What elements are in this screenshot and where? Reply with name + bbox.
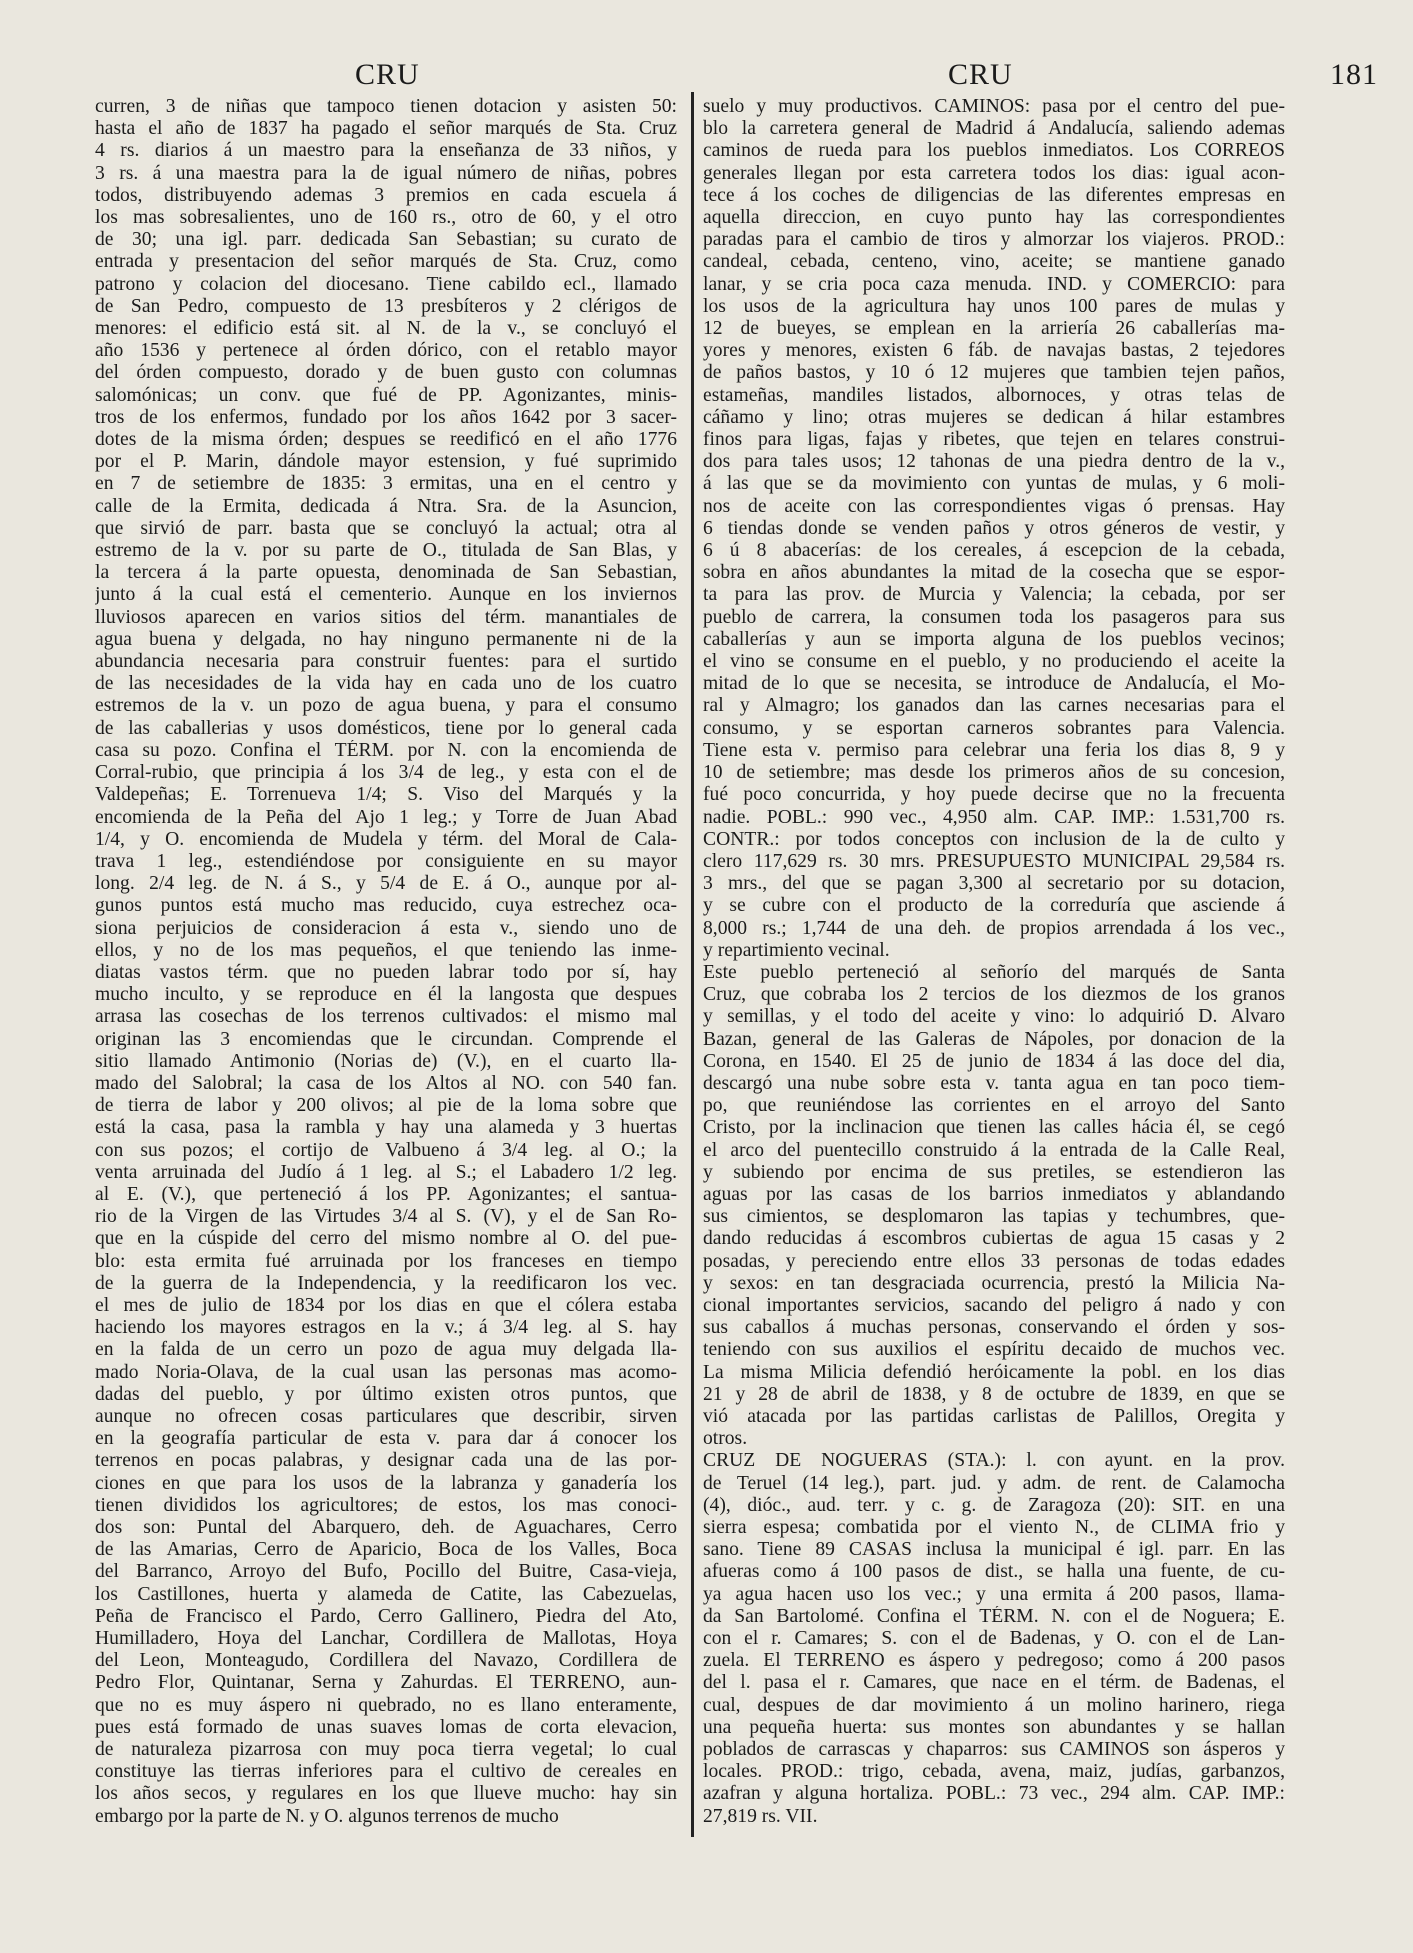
text-line: ta para las prov. de Murcia y Valencia; la cebada, por ser bbox=[703, 584, 1285, 606]
text-line: 12 de bueyes, se emplean en la arriería 26 caballerías ma- bbox=[703, 318, 1285, 340]
text-line: estameñas, mandiles listados, albornoces, y otras telas de bbox=[703, 384, 1285, 406]
text-line: ral y Almagro; los ganados dan las carnes necesarias para el bbox=[703, 695, 1285, 717]
text-line: 21 y 28 de abril de 1838, y 8 de octubre de 1839, en que se bbox=[703, 1383, 1285, 1405]
text-line: que no es muy áspero ni quebrado, no es llano enteramente, bbox=[95, 1694, 677, 1716]
text-line: sus caballos á muchas personas, conservando el órden y sos- bbox=[703, 1317, 1285, 1339]
text-line: da San Bartolomé. Confina el TÉRM. N. con el de Noguera; E. bbox=[703, 1605, 1285, 1627]
text-line: Corona, en 1540. El 25 de junio de 1834 á las doce del dia, bbox=[703, 1050, 1285, 1072]
text-line: de San Pedro, compuesto de 13 presbíteros y 2 clérigos de bbox=[95, 295, 677, 317]
text-line: estremo de la v. por su parte de O., titulada de San Blas, y bbox=[95, 540, 677, 562]
text-line: zuela. El TERRENO es áspero y pedregoso; como á 200 pasos bbox=[703, 1650, 1285, 1672]
text-line: en 7 de setiembre de 1835: 3 ermitas, una en el centro y bbox=[95, 473, 677, 495]
text-line: 1/4, y O. encomienda de Mudela y térm. del Moral de Cala- bbox=[95, 828, 677, 850]
text-line: (4), dióc., aud. terr. y c. g. de Zaragoza (20): SIT. en una bbox=[703, 1494, 1285, 1516]
text-line: del Leon, Monteagudo, Cordillera del Navazo, Cordillera de bbox=[95, 1650, 677, 1672]
text-line: 3 mrs., del que se pagan 3,300 al secretario por su dotacion, bbox=[703, 873, 1285, 895]
text-line: agua buena y delgada, no hay ninguno permanente ni de la bbox=[95, 628, 677, 650]
text-line: de naturaleza pizarrosa con muy poca tierra vegetal; lo cual bbox=[95, 1739, 677, 1761]
text-line: dotes de la misma órden; despues se reedificó en el año 1776 bbox=[95, 429, 677, 451]
text-line: dos para tales usos; 12 tahonas de una piedra dentro de la v., bbox=[703, 451, 1285, 473]
text-line: curren, 3 de niñas que tampoco tienen dotacion y asisten 50: bbox=[95, 96, 677, 117]
text-line: diatas vastos térm. que no pueden labrar todo por sí, hay bbox=[95, 961, 677, 983]
text-line: embargo por la parte de N. y O. algunos terrenos de mucho bbox=[95, 1805, 559, 1827]
text-line: tros de los enfermos, fundado por los años 1642 por 3 sacer- bbox=[95, 406, 677, 428]
text-line: venta arruinada del Judío á 1 leg. al S.; el Labadero 1/2 leg. bbox=[95, 1161, 677, 1183]
text-line: suelo y muy productivos. CAMINOS: pasa por el centro del pue- bbox=[703, 96, 1285, 117]
text-line: los años secos, y regulares en los que llueve mucho: hay sin bbox=[95, 1783, 677, 1805]
text-line: al E. (V.), que perteneció á los PP. Agonizantes; el santua- bbox=[95, 1183, 677, 1205]
text-line: sierra espesa; combatida por el viento N., de CLIMA frio y bbox=[703, 1517, 1285, 1538]
text-line: terrenos en pocas palabras, y designar cada una de las por- bbox=[95, 1450, 677, 1472]
text-line: ya agua hacen uso los vec.; y una ermita á 200 pasos, llama- bbox=[703, 1583, 1285, 1605]
text-line: 3 rs. á una maestra para la de igual número de niñas, pobres bbox=[95, 162, 677, 184]
text-line: aguas por las casas de los barrios inmediatos y ablandando bbox=[703, 1183, 1285, 1205]
text-line: locales. PROD.: trigo, cebada, avena, maiz, judías, garbanzos, bbox=[703, 1761, 1285, 1783]
text-line: Tiene esta v. permiso para celebrar una feria los dias 8, 9 y bbox=[703, 739, 1285, 761]
text-line: con sus pozos; el cortijo de Valbueno á 3/4 leg. al O.; la bbox=[95, 1139, 677, 1161]
text-line: por el P. Marin, dándole mayor estension, y fué suprimido bbox=[95, 451, 677, 473]
text-line: 6 ú 8 abacerías: de los cereales, á escepcion de la cebada, bbox=[703, 540, 1285, 562]
text-line: otros. bbox=[703, 1428, 748, 1450]
text-line: 6 tiendas donde se venden paños y otros géneros de vestir, y bbox=[703, 517, 1285, 539]
text-line: mucho inculto, y se reproduce en él la langosta que despues bbox=[95, 984, 677, 1006]
text-line: Bazan, general de las Galeras de Nápoles, por donacion de la bbox=[703, 1028, 1285, 1050]
running-head-right: CRU bbox=[948, 58, 1013, 91]
text-line: á las que se da movimiento con yuntas de mulas, y 6 moli- bbox=[703, 473, 1285, 495]
text-line: salomónicas; un conv. que fué de PP. Agonizantes, minis- bbox=[95, 384, 677, 406]
column-divider bbox=[691, 92, 694, 1837]
text-line: de tierra de labor y 200 olivos; al pie de la loma sobre que bbox=[95, 1095, 677, 1117]
text-line: 10 de setiembre; mas desde los primeros años de su concesion, bbox=[703, 762, 1285, 784]
text-line: que en la cúspide del cerro del mismo nombre al O. del pue- bbox=[95, 1228, 677, 1250]
text-line: paradas para el cambio de tiros y almorzar los viajeros. PROD.: bbox=[703, 229, 1285, 251]
text-line: los usos de la agricultura hay unos 100 pares de mulas y bbox=[703, 295, 1285, 317]
text-line: junto á la cual está el cementerio. Aunque en los inviernos bbox=[95, 584, 677, 606]
text-line: de Teruel (14 leg.), part. jud. y adm. de rent. de Calamocha bbox=[703, 1472, 1285, 1494]
text-line: vió atacada por las partidas carlistas de Palillos, Oregita y bbox=[703, 1405, 1285, 1427]
text-line: lluviosos aparecen en varios sitios del térm. manantiales de bbox=[95, 606, 677, 628]
text-line: consumo, y se esportan carneros sobrantes para Valencia. bbox=[703, 717, 1285, 739]
text-line: clero 117,629 rs. 30 mrs. PRESUPUESTO MUNICIPAL 29,584 rs. bbox=[703, 850, 1285, 872]
text-line: constituye las tierras inferiores para el cultivo de cereales en bbox=[95, 1761, 677, 1783]
text-line: los Castillones, huerta y alameda de Catite, las Cabezuelas, bbox=[95, 1583, 677, 1605]
text-line: hasta el año de 1837 ha pagado el señor marqués de Sta. Cruz bbox=[95, 118, 677, 140]
text-line: en la falda de un cerro un pozo de agua muy delgada lla- bbox=[95, 1339, 677, 1361]
text-line: azafran y alguna hortaliza. POBL.: 73 vec., 294 alm. CAP. IMP.: bbox=[703, 1783, 1285, 1805]
text-line: del Barranco, Arroyo del Bufo, Pocillo del Buitre, Casa-vieja, bbox=[95, 1561, 677, 1583]
text-line: Cruz, que cobraba los 2 tercios de los diezmos de los granos bbox=[703, 984, 1285, 1006]
text-line: La misma Milicia defendió heróicamente la pobl. en los dias bbox=[703, 1361, 1285, 1383]
text-line: aunque no ofrecen cosas particulares que describir, sirven bbox=[95, 1405, 677, 1427]
text-line: el mes de julio de 1834 por los dias en que el cólera estaba bbox=[95, 1294, 677, 1316]
text-line: rio de la Virgen de las Virtudes 3/4 al S. (V), y el de San Ro- bbox=[95, 1206, 677, 1228]
text-line: Humilladero, Hoya del Lanchar, Cordillera de Mallotas, Hoya bbox=[95, 1628, 677, 1650]
text-line: y sexos: en tan desgraciada ocurrencia, prestó la Milicia Na- bbox=[703, 1272, 1285, 1294]
text-line: sano. Tiene 89 CASAS inclusa la municipal é igl. parr. En las bbox=[703, 1539, 1285, 1561]
text-line: ciones en que para los usos de la labranza y ganadería los bbox=[95, 1472, 677, 1494]
text-line: afueras como á 100 pasos de dist., se halla una fuente, de cu- bbox=[703, 1561, 1285, 1583]
text-line: cional importantes servicios, sacando del peligro á nado y con bbox=[703, 1294, 1285, 1316]
text-column-left bbox=[95, 96, 677, 1828]
text-line: trava 1 leg., estendiéndose por consiguiente en su mayor bbox=[95, 850, 677, 872]
text-line: teniendo con sus auxilios el espíritu decaido de muchos vec. bbox=[703, 1339, 1285, 1361]
text-line: descargó una nube sobre esta v. tanta agua en tan poco tiem- bbox=[703, 1072, 1285, 1094]
text-line: CONTR.: por todos conceptos con inclusion de la de culto y bbox=[703, 828, 1285, 850]
text-line: pueblo de carrera, la consumen toda los pasageros para sus bbox=[703, 606, 1285, 628]
text-line: el vino se consume en el pueblo, y no produciendo el aceite la bbox=[703, 651, 1285, 673]
text-line: tece á los coches de diligencias de las diferentes empresas en bbox=[703, 184, 1285, 206]
text-line: y subiendo por encima de sus pretiles, se estendieron las bbox=[703, 1161, 1285, 1183]
text-line: pues está formado de unas suaves lomas de corta elevacion, bbox=[95, 1716, 677, 1738]
text-line: cáñamo y lino; otras mujeres se dedican á hilar estambres bbox=[703, 406, 1285, 428]
text-line: del órden compuesto, dorado y de buen gusto con columnas bbox=[95, 362, 677, 384]
text-line: gunos puntos está mucho mas reducido, cuya estrechez oca- bbox=[95, 895, 677, 917]
text-line: y repartimiento vecinal. bbox=[703, 939, 890, 961]
text-line: en la geografía particular de esta v. para dar á conocer los bbox=[95, 1428, 677, 1450]
text-line: ellos, y no de los mas pequeños, el que teniendo las inme- bbox=[95, 939, 677, 961]
text-line: patrono y colacion del diocesano. Tiene cabildo ecl., llamado bbox=[95, 273, 677, 295]
text-line: calle de la Ermita, dedicada á Ntra. Sra. de la Asuncion, bbox=[95, 495, 677, 517]
text-line: sitio llamado Antimonio (Norias de) (V.), en el cuarto lla- bbox=[95, 1050, 677, 1072]
text-line: generales llegan por esta carretera todos los dias: igual acon- bbox=[703, 162, 1285, 184]
text-line: originan las 3 encomiendas que le circundan. Comprende el bbox=[95, 1028, 677, 1050]
text-line: estremos de la v. un pozo de agua buena, y para el consumo bbox=[95, 695, 677, 717]
text-line: de las Amarias, Cerro de Aparicio, Boca de los Valles, Boca bbox=[95, 1539, 677, 1561]
text-line: Este pueblo perteneció al señorío del marqués de Santa bbox=[703, 961, 1285, 983]
text-line: de la guerra de la Independencia, y la reedificaron los vec. bbox=[95, 1272, 677, 1294]
text-line: el arco del puentecillo construido á la entrada de la Calle Real, bbox=[703, 1139, 1285, 1161]
text-line: blo la carretera general de Madrid á Andalucía, saliendo ademas bbox=[703, 118, 1285, 140]
text-line: la tercera á la parte opuesta, denominada de San Sebastian, bbox=[95, 562, 677, 584]
text-line: y semillas, y el todo del aceite y vino: lo adquirió D. Alvaro bbox=[703, 1006, 1285, 1028]
text-line: nadie. POBL.: 990 vec., 4,950 alm. CAP. IMP.: 1.531,700 rs. bbox=[703, 806, 1285, 828]
text-line: dando reducidas á escombros cubiertas de agua 15 casas y 2 bbox=[703, 1228, 1285, 1250]
text-line: de las caballerias y usos domésticos, tiene por lo general cada bbox=[95, 717, 677, 739]
text-line: con el r. Camares; S. con el de Badenas, y O. con el de Lan- bbox=[703, 1628, 1285, 1650]
text-line: 4 rs. diarios á un maestro para la enseñanza de 33 niños, y bbox=[95, 140, 677, 162]
text-line: 8,000 rs.; 1,744 de una deh. de propios arrendada á los vec., bbox=[703, 917, 1285, 939]
text-line: dadas del pueblo, y por último existen otros puntos, que bbox=[95, 1383, 677, 1405]
text-line: caballerías y aun se importa alguna de los pueblos vecinos; bbox=[703, 628, 1285, 650]
text-line: está la casa, pasa la rambla y hay una alameda y 3 huertas bbox=[95, 1117, 677, 1139]
text-line: long. 2/4 leg. de N. á S., y 5/4 de E. á O., aunque por al- bbox=[95, 873, 677, 895]
text-line: sus cimientos, se desplomaron las tapias y techumbres, que- bbox=[703, 1206, 1285, 1228]
text-line: encomienda de la Peña del Ajo 1 leg.; y Torre de Juan Abad bbox=[95, 806, 677, 828]
text-line: Corral-rubio, que principia á los 3/4 de leg., y esta con el de bbox=[95, 762, 677, 784]
text-line: nos de aceite con las correspondientes vigas ó prensas. Hay bbox=[703, 495, 1285, 517]
text-line: aquella direccion, en cuyo punto hay las correspondientes bbox=[703, 207, 1285, 229]
page-number: 181 bbox=[1330, 58, 1378, 91]
text-line: y se cubre con el producto de la correduría que asciende á bbox=[703, 895, 1285, 917]
text-line: CRUZ DE NOGUERAS (STA.): l. con ayunt. en la prov. bbox=[703, 1450, 1285, 1472]
text-line: cual, despues de dar movimiento á un molino harinero, riega bbox=[703, 1694, 1285, 1716]
text-line: mitad de lo que se necesita, se introduce de Andalucía, el Mo- bbox=[703, 673, 1285, 695]
text-line: que sirvió de parr. basta que se concluyó la actual; otra al bbox=[95, 517, 677, 539]
text-line: Peña de Francisco el Pardo, Cerro Gallinero, Piedra del Ato, bbox=[95, 1605, 677, 1627]
running-head-left: CRU bbox=[355, 58, 420, 91]
text-line: Cristo, por la inclinacion que tienen las calles hácia él, se cegó bbox=[703, 1117, 1285, 1139]
text-line: entrada y presentacion del señor marqués de Sta. Cruz, como bbox=[95, 251, 677, 273]
text-line: menores: el edificio está sit. al N. de la v., se concluyó el bbox=[95, 318, 677, 340]
text-line: sobra en años abundantes la mitad de la cosecha que se espor- bbox=[703, 562, 1285, 584]
text-line: blo: esta ermita fué arruinada por los franceses en tiempo bbox=[95, 1250, 677, 1272]
text-line: mado Noria-Olava, de la cual usan las personas mas acomo- bbox=[95, 1361, 677, 1383]
text-line: Valdepeñas; E. Torrenueva 1/4; S. Viso del Marqués y la bbox=[95, 784, 677, 806]
text-line: de paños bastos, y 10 ó 12 mujeres que tambien tejen paños, bbox=[703, 362, 1285, 384]
text-line: Pedro Flor, Quintanar, Serna y Zahurdas. El TERRENO, aun- bbox=[95, 1672, 677, 1694]
text-line: mado del Salobral; la casa de los Altos al NO. con 540 fan. bbox=[95, 1072, 677, 1094]
text-line: poblados de carrascas y chaparros: sus CAMINOS son ásperos y bbox=[703, 1739, 1285, 1761]
text-line: casa su pozo. Confina el TÉRM. por N. con la encomienda de bbox=[95, 739, 677, 761]
text-line: los mas sobresalientes, uno de 160 rs., otro de 60, y el otro bbox=[95, 207, 677, 229]
text-line: caminos de rueda para los pueblos inmediatos. Los CORREOS bbox=[703, 140, 1285, 162]
text-line: arrasa las cosechas de los terrenos cultivados: el mismo mal bbox=[95, 1006, 677, 1028]
text-line: haciendo los mayores estragos en la v.; á 3/4 leg. al S. hay bbox=[95, 1317, 677, 1339]
text-line: lanar, y se cria poca caza menuda. IND. y COMERCIO: para bbox=[703, 273, 1285, 295]
text-line: posadas, y pereciendo entre ellos 33 personas de todas edades bbox=[703, 1250, 1285, 1272]
text-line: de 30; una igl. parr. dedicada San Sebastian; su curato de bbox=[95, 229, 677, 251]
text-line: una pequeña huerta: sus montes son abundantes y se hallan bbox=[703, 1716, 1285, 1738]
text-line: candeal, cebada, centeno, vino, aceite; se mantiene ganado bbox=[703, 251, 1285, 273]
text-line: siona perjuicios de consideracion á esta v., siendo uno de bbox=[95, 917, 677, 939]
text-line: todos, distribuyendo ademas 3 premios en cada escuela á bbox=[95, 184, 677, 206]
text-line: finos para ligas, fajas y ribetes, que tejen en telares construi- bbox=[703, 429, 1285, 451]
text-line: dos son: Puntal del Abarquero, deh. de Aguachares, Cerro bbox=[95, 1517, 677, 1538]
text-column-right bbox=[703, 96, 1285, 1828]
text-line: abundancia necesaria para construir fuentes: para el surtido bbox=[95, 651, 677, 673]
text-line: año 1536 y pertenece al órden dórico, con el retablo mayor bbox=[95, 340, 677, 362]
text-line: del l. pasa el r. Camares, que nace en el térm. de Badenas, el bbox=[703, 1672, 1285, 1694]
text-line: fué poco concurrida, y hoy puede decirse que no la frecuenta bbox=[703, 784, 1285, 806]
text-line: 27,819 rs. VII. bbox=[703, 1805, 818, 1827]
text-line: po, que reuniéndose las corrientes en el arroyo del Santo bbox=[703, 1095, 1285, 1117]
text-line: yores y menores, existen 6 fáb. de navajas bastas, 2 tejedores bbox=[703, 340, 1285, 362]
text-line: de las necesidades de la vida hay en cada uno de los cuatro bbox=[95, 673, 677, 695]
text-line: tienen divididos los agricultores; de estos, los mas conoci- bbox=[95, 1494, 677, 1516]
